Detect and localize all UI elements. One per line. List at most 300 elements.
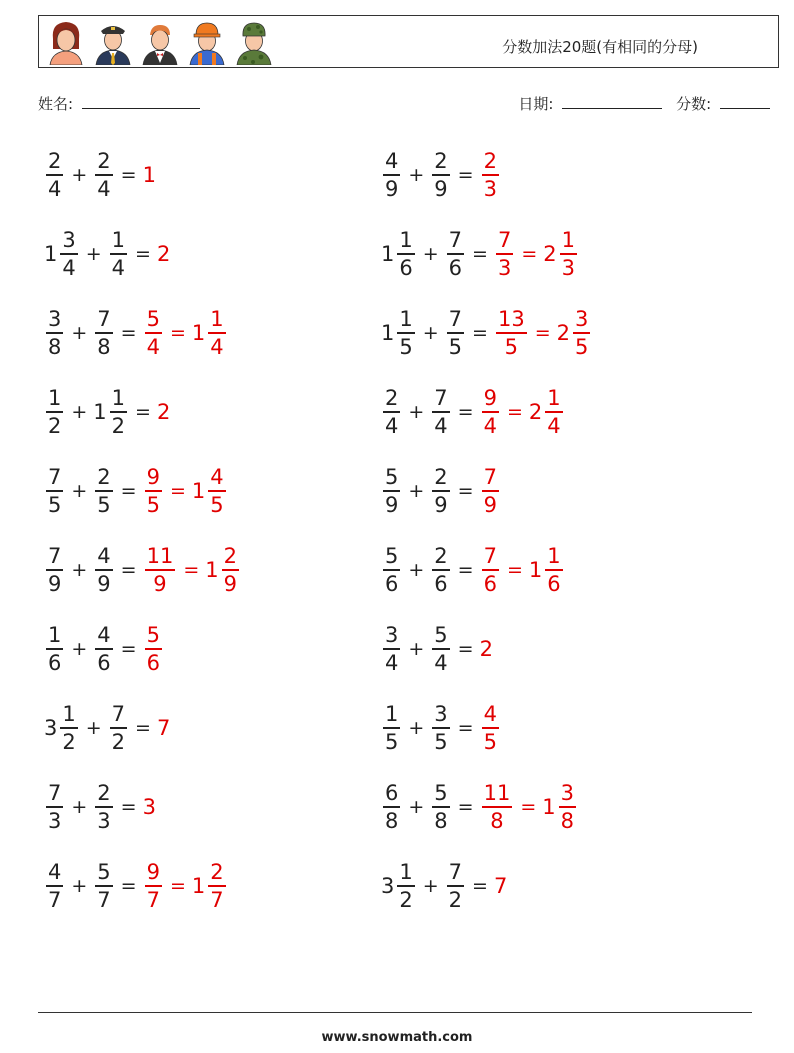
mixed-number [494, 306, 529, 360]
plus-sign: + [408, 717, 425, 739]
mixed-number [381, 543, 402, 597]
denominator: 2 [111, 729, 126, 754]
numerator: 2 [434, 149, 448, 174]
denominator: 3 [561, 255, 576, 280]
plus-sign: + [71, 559, 88, 581]
fraction [208, 859, 225, 913]
soldier-avatar-icon [235, 19, 273, 65]
mixed-number [143, 543, 178, 597]
fraction [145, 543, 176, 597]
numerator: 5 [97, 860, 111, 885]
answer [480, 780, 578, 834]
denominator: 2 [62, 729, 76, 754]
numerator: 1 [48, 386, 62, 411]
plus-sign: + [85, 243, 102, 265]
denominator: 9 [385, 492, 399, 517]
denominator: 6 [547, 571, 561, 596]
denominator: 4 [210, 334, 224, 359]
mixed-number [480, 701, 501, 755]
fraction [545, 385, 562, 439]
worksheet-title: 分数加法20题(有相同的分母) [502, 38, 698, 56]
fraction [46, 543, 63, 597]
mixed-number [445, 306, 466, 360]
plus-sign: + [408, 559, 425, 581]
numerator: 2 [434, 465, 448, 490]
equals-sign: = [534, 322, 551, 344]
problem-6 [381, 298, 592, 368]
worker-avatar-icon [188, 19, 226, 65]
answer [480, 543, 565, 597]
fraction [496, 227, 513, 281]
fraction [383, 148, 400, 202]
numerator: 3 [575, 307, 589, 332]
mixed-number [445, 859, 466, 913]
equals-sign: = [520, 796, 537, 818]
denominator: 6 [48, 650, 62, 675]
equals-sign: = [120, 480, 137, 502]
fraction [559, 780, 576, 834]
fraction [46, 780, 63, 834]
numerator: 7 [434, 386, 448, 411]
equals-sign: = [521, 243, 538, 265]
mixed-number [494, 227, 515, 281]
fraction [383, 701, 400, 755]
mixed-number [192, 859, 228, 913]
fraction [482, 543, 499, 597]
score-label: 分数: [676, 95, 712, 113]
numerator: 7 [448, 860, 463, 885]
denominator: 2 [399, 887, 413, 912]
mixed-number [480, 543, 501, 597]
problem-1 [44, 140, 157, 210]
plus-sign: + [422, 243, 439, 265]
mixed-number [381, 464, 402, 518]
equals-sign: = [457, 559, 474, 581]
denominator: 5 [399, 334, 413, 359]
denominator: 6 [483, 571, 497, 596]
woman-avatar-icon [47, 19, 85, 65]
mixed-number [143, 795, 157, 819]
name-blank[interactable] [82, 94, 200, 109]
fraction [46, 464, 63, 518]
numerator: 1 [561, 228, 576, 253]
fraction [95, 622, 112, 676]
plus-sign: + [408, 401, 425, 423]
problem-15 [44, 693, 171, 763]
numerator: 2 [48, 149, 62, 174]
numerator: 1 [399, 307, 413, 332]
fraction [397, 859, 414, 913]
whole-part: 1 [381, 321, 395, 345]
problem-3 [44, 219, 171, 289]
header-box [38, 15, 779, 68]
fraction [482, 780, 513, 834]
fraction [482, 148, 499, 202]
date-label: 日期: [518, 95, 554, 113]
numerator: 4 [48, 860, 62, 885]
footer-url: www.snowmath.com [321, 1030, 473, 1045]
numerator: 2 [97, 781, 111, 806]
numerator: 7 [48, 465, 62, 490]
numerator: 7 [48, 781, 62, 806]
numerator: 7 [483, 544, 497, 569]
equals-sign: = [457, 717, 474, 739]
numerator: 9 [146, 465, 160, 490]
date-field [518, 93, 662, 114]
mixed-number [44, 464, 65, 518]
denominator: 3 [97, 808, 111, 833]
mixed-number [381, 227, 417, 281]
mixed-number [381, 385, 402, 439]
denominator: 8 [434, 808, 448, 833]
whole-part: 7 [156, 716, 171, 740]
plus-sign: + [71, 401, 88, 423]
numerator: 3 [62, 228, 76, 253]
fraction [222, 543, 239, 597]
numerator: 11 [483, 781, 511, 806]
problem-10 [381, 456, 501, 526]
numerator: 13 [497, 307, 525, 332]
equals-sign: = [472, 243, 488, 265]
score-field [676, 93, 770, 114]
denominator: 9 [223, 571, 237, 596]
fraction [397, 227, 414, 281]
mixed-number [108, 227, 129, 281]
whole-part: 1 [205, 558, 219, 582]
numerator: 4 [97, 623, 111, 648]
problem-18 [381, 772, 578, 842]
problem-19 [44, 851, 228, 921]
fraction [432, 701, 449, 755]
problem-11 [44, 535, 241, 605]
mixed-number [44, 780, 65, 834]
numerator: 5 [146, 307, 160, 332]
answer [494, 306, 592, 360]
fraction [95, 464, 112, 518]
problem-12 [381, 535, 565, 605]
denominator: 4 [146, 334, 160, 359]
answer [143, 622, 164, 676]
numerator: 1 [399, 228, 413, 253]
equals-sign: = [183, 559, 200, 581]
mixed-number [93, 306, 114, 360]
numerator: 1 [111, 228, 126, 253]
fraction [545, 543, 562, 597]
equals-sign: = [120, 164, 137, 186]
whole-part: 2 [556, 321, 570, 345]
numerator: 4 [97, 544, 111, 569]
whole-part: 1 [381, 242, 395, 266]
denominator: 5 [448, 334, 463, 359]
answer [157, 716, 171, 740]
problem-13 [44, 614, 164, 684]
mixed-number [143, 306, 164, 360]
numerator: 3 [434, 702, 448, 727]
mixed-number [143, 464, 164, 518]
mixed-number [381, 622, 402, 676]
mixed-number [44, 227, 80, 281]
denominator: 9 [153, 571, 167, 596]
mixed-number [143, 622, 164, 676]
mixed-number [108, 701, 129, 755]
numerator: 1 [210, 307, 224, 332]
score-blank[interactable] [720, 94, 770, 109]
equals-sign: = [506, 401, 523, 423]
problem-2 [381, 140, 501, 210]
fraction [383, 385, 400, 439]
numerator: 1 [62, 702, 76, 727]
denominator: 4 [48, 176, 62, 201]
numerator: 7 [448, 307, 463, 332]
whole-part: 2 [543, 242, 557, 266]
fraction [95, 306, 112, 360]
fraction [447, 227, 464, 281]
mixed-number [480, 148, 501, 202]
fraction [110, 227, 127, 281]
name-field [38, 93, 200, 114]
answer [480, 385, 565, 439]
plus-sign: + [85, 717, 102, 739]
pilot-avatar-icon [94, 19, 132, 65]
answer [480, 464, 501, 518]
mixed-number [381, 780, 402, 834]
denominator: 9 [97, 571, 111, 596]
numerator: 3 [48, 307, 62, 332]
whole-part: 2 [156, 400, 171, 424]
whole-part: 2 [156, 242, 171, 266]
numerator: 2 [434, 544, 448, 569]
answer [143, 163, 157, 187]
numerator: 1 [385, 702, 399, 727]
fraction [432, 385, 449, 439]
fraction [447, 306, 464, 360]
mixed-number [93, 464, 114, 518]
denominator: 5 [575, 334, 589, 359]
numerator: 7 [48, 544, 62, 569]
equals-sign: = [169, 875, 186, 897]
fraction [145, 464, 162, 518]
answer [494, 874, 508, 898]
fraction [496, 306, 527, 360]
fraction [95, 780, 112, 834]
denominator: 5 [97, 492, 111, 517]
numerator: 5 [434, 781, 448, 806]
mixed-number [494, 874, 508, 898]
equals-sign: = [120, 559, 137, 581]
denominator: 5 [210, 492, 224, 517]
fraction [432, 543, 449, 597]
mixed-number [93, 622, 114, 676]
mixed-number [480, 464, 501, 518]
denominator: 4 [385, 413, 399, 438]
equals-sign: = [457, 480, 474, 502]
mixed-number [157, 400, 171, 424]
mixed-number [543, 227, 579, 281]
fraction [560, 227, 577, 281]
name-label: 姓名: [38, 95, 74, 113]
numerator: 7 [448, 228, 463, 253]
whole-part: 1 [542, 795, 556, 819]
denominator: 3 [483, 176, 497, 201]
denominator: 6 [97, 650, 111, 675]
plus-sign: + [71, 164, 88, 186]
fraction [46, 859, 63, 913]
mixed-number [430, 543, 451, 597]
equals-sign: = [457, 164, 474, 186]
mixed-number [192, 306, 228, 360]
denominator: 5 [385, 729, 399, 754]
numerator: 1 [111, 386, 126, 411]
mixed-number [430, 622, 451, 676]
numerator: 2 [223, 544, 237, 569]
avatar-row [47, 19, 273, 65]
equals-sign: = [457, 401, 474, 423]
numerator: 1 [48, 623, 62, 648]
answer [157, 242, 171, 266]
mixed-number [93, 543, 114, 597]
mixed-number [480, 637, 494, 661]
denominator: 7 [48, 887, 62, 912]
problem-16 [381, 693, 501, 763]
denominator: 6 [448, 255, 463, 280]
whole-part: 2 [479, 637, 493, 661]
problem-4 [381, 219, 579, 289]
whole-part: 7 [493, 874, 508, 898]
denominator: 3 [48, 808, 62, 833]
numerator: 11 [146, 544, 174, 569]
whole-part: 1 [191, 479, 206, 503]
denominator: 5 [434, 729, 448, 754]
denominator: 9 [434, 176, 448, 201]
numerator: 1 [547, 544, 561, 569]
answer [143, 543, 241, 597]
mixed-number [93, 780, 114, 834]
fraction [95, 148, 112, 202]
mixed-number [381, 701, 402, 755]
fraction [145, 859, 162, 913]
denominator: 4 [62, 255, 76, 280]
denominator: 8 [97, 334, 111, 359]
answer [143, 795, 157, 819]
mixed-number [157, 242, 171, 266]
plus-sign: + [71, 638, 88, 660]
denominator: 4 [111, 255, 126, 280]
fraction [145, 622, 162, 676]
numerator: 2 [483, 149, 497, 174]
numerator: 2 [385, 386, 399, 411]
denominator: 4 [434, 413, 448, 438]
mixed-number [205, 543, 241, 597]
equals-sign: = [135, 717, 151, 739]
date-blank[interactable] [562, 94, 662, 109]
mixed-number [529, 385, 565, 439]
mixed-number [93, 385, 129, 439]
fraction [46, 148, 63, 202]
mixed-number [93, 148, 114, 202]
mixed-number [542, 780, 578, 834]
numerator: 5 [385, 544, 399, 569]
mixed-number [44, 622, 65, 676]
fraction [46, 385, 63, 439]
answer [480, 701, 501, 755]
footer-divider [38, 1012, 752, 1013]
mixed-number [445, 227, 466, 281]
numerator: 3 [385, 623, 399, 648]
answer [494, 227, 579, 281]
problem-17 [44, 772, 157, 842]
denominator: 9 [385, 176, 399, 201]
mixed-number [157, 716, 171, 740]
numerator: 3 [560, 781, 574, 806]
numerator: 5 [385, 465, 399, 490]
fraction [383, 622, 400, 676]
fraction [95, 543, 112, 597]
whole-part: 1 [142, 163, 156, 187]
problem-20 [381, 851, 508, 921]
mixed-number [480, 385, 501, 439]
mixed-number [44, 306, 65, 360]
mixed-number [480, 780, 515, 834]
denominator: 7 [146, 887, 160, 912]
numerator: 2 [97, 149, 111, 174]
fraction [208, 464, 225, 518]
equals-sign: = [120, 875, 137, 897]
mixed-number [93, 859, 114, 913]
whole-part: 1 [528, 558, 543, 582]
denominator: 7 [97, 887, 111, 912]
denominator: 6 [146, 650, 160, 675]
answer [480, 148, 501, 202]
mixed-number [529, 543, 565, 597]
numerator: 9 [146, 860, 160, 885]
equals-sign: = [169, 322, 186, 344]
date-score-fields [518, 93, 770, 114]
plus-sign: + [408, 638, 425, 660]
equals-sign: = [135, 401, 151, 423]
denominator: 4 [434, 650, 448, 675]
problem-9 [44, 456, 228, 526]
answer [143, 464, 228, 518]
fraction [46, 306, 63, 360]
plus-sign: + [71, 796, 88, 818]
whole-part: 3 [381, 874, 395, 898]
problem-14 [381, 614, 494, 684]
denominator: 6 [399, 255, 413, 280]
whole-part: 1 [191, 321, 206, 345]
plus-sign: + [408, 480, 425, 502]
denominator: 9 [434, 492, 448, 517]
fraction [432, 780, 449, 834]
denominator: 5 [146, 492, 160, 517]
denominator: 9 [483, 492, 497, 517]
fraction [482, 464, 499, 518]
numerator: 9 [483, 386, 497, 411]
whole-part: 1 [93, 400, 107, 424]
denominator: 4 [483, 413, 497, 438]
fraction [482, 701, 499, 755]
numerator: 2 [97, 465, 111, 490]
denominator: 8 [385, 808, 399, 833]
whole-part: 3 [142, 795, 156, 819]
denominator: 4 [97, 176, 111, 201]
plus-sign: + [71, 875, 88, 897]
mixed-number [430, 385, 451, 439]
numerator: 7 [111, 702, 126, 727]
fraction [432, 148, 449, 202]
fraction [383, 464, 400, 518]
mixed-number [44, 859, 65, 913]
numerator: 7 [97, 307, 111, 332]
